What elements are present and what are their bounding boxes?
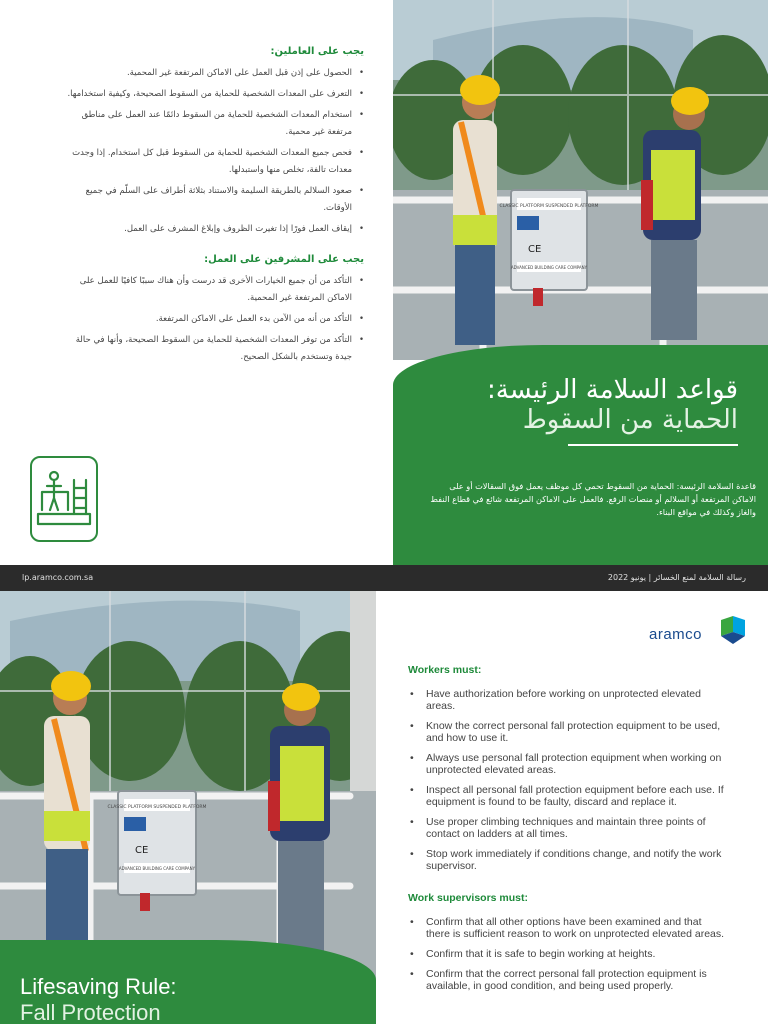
control-box-company: ADVANCED BUILDING CARE COMPANY	[118, 866, 196, 871]
worker-on-scaffold-icon	[32, 458, 95, 539]
footer-bar	[0, 565, 768, 591]
page-title-ar	[487, 375, 738, 435]
list-item: • Always use personal fall protection equipment when working on unprotected elevated areas.	[408, 752, 728, 776]
en-workers-heading: Workers must:	[408, 664, 482, 676]
list-item: • Inspect all personal fall protection equipment before each use. If equipment is found to be faulty, discard and replace it.	[408, 784, 728, 808]
list-item: • Stop work immediately if conditions change, and notify the work supervisor.	[408, 848, 728, 872]
ar-title-line1: قواعد السلامة الرئيسة:	[487, 375, 738, 405]
en-workers-list	[408, 688, 728, 872]
title-divider	[568, 444, 738, 446]
control-box-mark: CE	[528, 244, 542, 255]
list-item: • Confirm that the correct personal fall protection equipment is available, in good condition, and being used properly.	[408, 968, 728, 992]
list-item: • Confirm that it is safe to begin working at heights.	[408, 948, 728, 960]
fall-protection-icon	[30, 456, 98, 542]
logo-wordmark: aramco	[649, 626, 703, 643]
list-item: • Confirm that all other options have been examined and that there is sufficient reason to work on unprotected elevated areas.	[408, 916, 728, 940]
en-supervisors-list	[408, 916, 728, 992]
control-box-company: ADVANCED BUILDING CARE COMPANY	[510, 265, 588, 270]
list-item: • Use proper climbing techniques and maintain three points of contact on ladders at all times.	[408, 816, 728, 840]
control-box-mark: CE	[135, 845, 149, 856]
list-item: • استخدام المعدات الشخصية للحماية من السقوط دائمًا عند العمل على مناطق مرتفعة غير محمية.	[60, 107, 364, 141]
list-item: • Have authorization before working on unprotected elevated areas.	[408, 688, 728, 712]
list-item: • الحصول على إذن قبل العمل على الاماكن المرتفعة غير المحمية.	[60, 65, 364, 82]
list-item: • التعرف على المعدات الشخصية للحماية من السقوط الصحيحة، وكيفية استخدامها.	[60, 86, 364, 103]
list-item: • Know the correct personal fall protection equipment to be used, and how to use it.	[408, 720, 728, 744]
english-title-panel	[0, 940, 376, 1024]
list-item: • صعود السلالم بالطريقة السليمة والاستناد بثلاثة أطراف على السلّم في جميع الأوقات.	[60, 183, 364, 217]
en-supervisors-heading: Work supervisors must:	[408, 892, 529, 904]
control-box-label: CLASSIC PLATFORM SUSPENDED PLATFORM	[499, 204, 599, 209]
aramco-mark-icon	[717, 614, 749, 646]
list-item: • فحص جميع المعدات الشخصية للحماية من السقوط قبل كل استخدام. إذا وجدت معدات تالفة، تخلص منها واستبدلها.	[60, 145, 364, 179]
english-rules-column	[408, 664, 728, 1000]
ar-title-line2: الحماية من السقوط	[522, 405, 738, 435]
list-item: • التأكد من توفر المعدات الشخصية للحماية من السقوط الصحيحة، وأنها في حالة جيدة وتستخدم بالشكل الصحيح.	[60, 332, 364, 366]
ar-supervisors-heading: يجب على المشرفين على العمل:	[204, 254, 364, 265]
arabic-rules-column	[60, 36, 364, 370]
footer-issue: رسالة السلامة لمنع الخسائر | يونيو 2022	[607, 573, 746, 582]
list-item: • إيقاف العمل فورًا إذا تغيرت الظروف وإبلاغ المشرف على العمل.	[60, 221, 364, 238]
ar-intro-text: قاعدة السلامة الرئيسة: الحماية من السقوط تحمي كل موظف يعمل فوق السقالات أو على الاماكن المرتفعة أو السلالم أو منصات الرفع. فالعمل على الاماكن المرتفعة شائع في قطاع النفط والغاز وكذلك في مواقع البناء.	[430, 481, 756, 517]
ar-workers-list	[60, 65, 364, 238]
list-item: • التأكد من أن جميع الخيارات الأخرى قد درست وأن هناك سببًا كافيًا للعمل على الاماكن المرتفعة غير المحمية.	[60, 273, 364, 307]
ar-workers-heading: يجب على العاملين:	[270, 46, 364, 57]
en-title-line2: Fall Protection	[20, 1000, 161, 1024]
footer-url[interactable]: lp.aramco.com.sa	[22, 573, 94, 582]
control-box-label: CLASSIC PLATFORM SUSPENDED PLATFORM	[107, 805, 207, 810]
arabic-title-panel	[393, 345, 768, 565]
list-item: • التأكد من أنه من الآمن بدء العمل على الاماكن المرتفعة.	[60, 311, 364, 328]
en-title-line1: Lifesaving Rule:	[20, 974, 177, 999]
aramco-logo	[649, 614, 749, 646]
page-title-en	[20, 974, 177, 1024]
workers-photo-top	[393, 0, 768, 360]
ar-supervisors-list	[60, 273, 364, 366]
